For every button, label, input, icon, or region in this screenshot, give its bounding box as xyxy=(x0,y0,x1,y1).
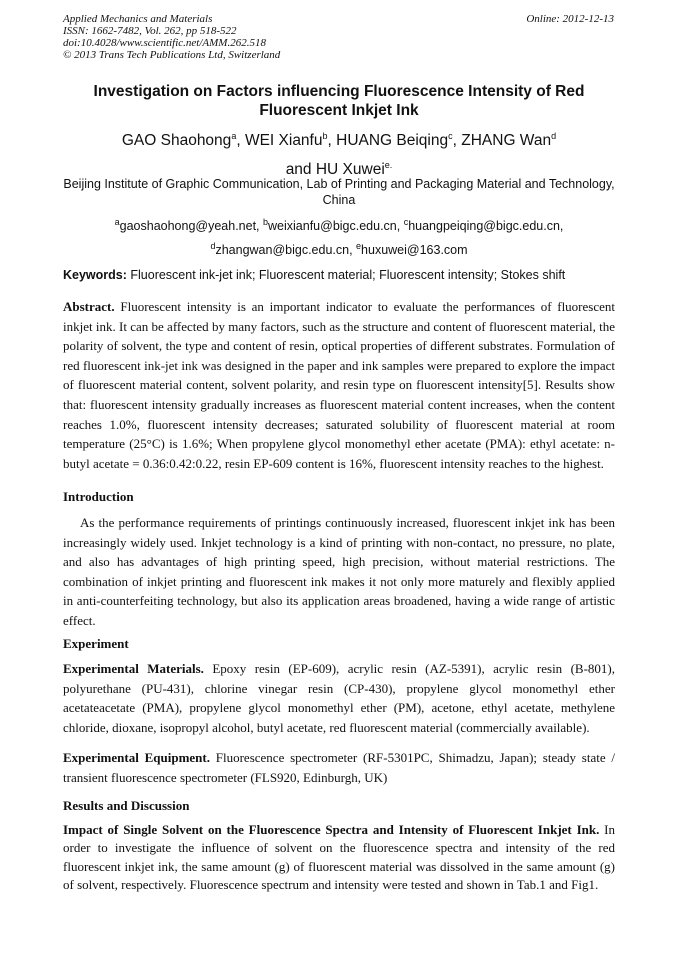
doi: doi:10.4028/www.scientific.net/AMM.262.518 xyxy=(63,37,266,49)
copyright: © 2013 Trans Tech Publications Ltd, Switzerland xyxy=(63,49,281,61)
keywords-label: Keywords: xyxy=(63,268,127,282)
sep: , xyxy=(236,132,245,150)
experimental-equipment xyxy=(63,748,615,787)
email[interactable]: huangpeiqing@bigc.edu.cn, xyxy=(408,219,564,234)
sep: , xyxy=(327,132,337,150)
email[interactable]: gaoshaohong@yeah.net, xyxy=(119,219,263,234)
email-mark: e xyxy=(356,241,362,252)
introduction-text: As the performance requirements of printings continuously increased, fluorescent inkjet ink has been increasingly widely used. Inkjet technology is a kind of printing with non-contact, no pressure, no plate, and also has advantages of high printing speed, high precision, without material restrictions. The combination of inkjet printing and fluorescent ink makes it not only more maturely and flexibly applied in anti-counterfeiting technology, but also its application areas broadened, having a wide range of artistic effect. xyxy=(63,515,615,628)
abstract-label: Abstract. xyxy=(63,299,115,314)
abstract-text: Fluorescent intensity is an important indicator to evaluate the performances of fluorescent inkjet ink. It can be affected by many factors, such as the structure and content of fluorescent material, the polarity of solvent, the type and content of resin, optical properties of different substrates. Formulation of red fluorescent ink-jet ink was designed in the paper and ink samples were prepared to explore the impact of fluorescent material content, solvent polarity, and resin type on fluorescent intensity[5]. Results show that: fluorescent intensity gradually increases as fluorescent material content increases, when the content reaches 1.0%, fluorescent intensity decreases; saturated solubility of fluorescent material at room temperature (25°C) is 1.6%; When propylene glycol monomethyl ether acetate (PMA): ethyl acetate: n-butyl acetate = 0.36:0.42:0.22, resin EP-609 content is 16%, fluorescent intensity reaches to the highest. xyxy=(63,299,615,471)
author: GAO Shaohong xyxy=(121,132,232,150)
experimental-materials xyxy=(63,659,615,737)
keywords xyxy=(63,268,615,282)
author: WEI Xianfu xyxy=(244,132,323,150)
journal-name: Applied Mechanics and Materials xyxy=(63,13,213,25)
journal-header xyxy=(63,13,280,61)
author-mark: d xyxy=(551,131,557,141)
results-body: In order to investigate the influence of solvent on the fluorescence spectra and intensity of the red fluorescent inkjet ink, the same amount (g) of fluorescent material was dissolved in the same amount (g) of solvent, respectively. Fluorescence spectrum and intensity were tested and shown in Tab.1 and Fig1. xyxy=(63,822,615,892)
results-heading: Results and Discussion xyxy=(63,798,190,813)
and: and xyxy=(285,161,316,179)
materials-text: Epoxy resin (EP-609), acrylic resin (AZ-5391), acrylic resin (B-801), polyurethane (PU-431), chlorine vinegar resin (CP-430), propylene glycol monomethyl ether acetateacetate (PMA), propylene glycol monomethyl ether (PM), acetone, ethyl acetate, methylene chloride, dioxane, isopropyl alcohol, butyl acetate, red fluorescent material (commercially available). xyxy=(63,661,616,735)
sep: , xyxy=(452,132,462,150)
authors xyxy=(63,124,615,182)
introduction-heading: Introduction xyxy=(63,489,134,504)
paper-title: Investigation on Factors influencing Fluorescence Intensity of Red Fluorescent Inkjet Ink xyxy=(93,83,585,119)
email[interactable]: huxuwei@163.com xyxy=(361,243,468,258)
author: ZHANG Wan xyxy=(461,132,552,150)
email-mark: a xyxy=(114,217,120,227)
equipment-label: Experimental Equipment. xyxy=(63,750,210,765)
author-mark: c xyxy=(448,131,453,141)
keywords-text: Fluorescent ink-jet ink; Fluorescent material; Fluorescent intensity; Stokes shift xyxy=(126,268,566,282)
author-mark: e. xyxy=(384,160,393,171)
experiment-heading: Experiment xyxy=(63,636,129,651)
email-mark: b xyxy=(263,217,269,227)
results-text xyxy=(63,821,615,894)
materials-label: Experimental Materials. xyxy=(63,661,204,676)
email-mark: d xyxy=(210,241,216,252)
author-mark: a xyxy=(231,131,237,141)
emails xyxy=(63,212,615,260)
email[interactable]: weixianfu@bigc.edu.cn, xyxy=(268,219,404,234)
author: HUANG Beiqing xyxy=(336,132,449,150)
email-mark: c xyxy=(403,217,409,227)
results-subheading: Impact of Single Solvent on the Fluorescence Spectra and Intensity of Fluorescent Inkjet Ink. xyxy=(63,822,600,837)
abstract xyxy=(63,297,615,473)
online-date: Online: 2012-12-13 xyxy=(526,13,614,25)
author-mark: b xyxy=(322,131,328,141)
author: HU Xuwei xyxy=(315,161,385,179)
affiliation: Beijing Institute of Graphic Communication, Lab of Printing and Packaging Material and Technology, China xyxy=(63,177,615,207)
equipment-text: Fluorescence spectrometer (RF-5301PC, Shimadzu, Japan); steady state / transient fluorescence spectrometer (FLS920, Edinburgh, UK) xyxy=(63,750,615,785)
email[interactable]: zhangwan@bigc.edu.cn, xyxy=(215,243,357,258)
issn: ISSN: 1662-7482, Vol. 262, pp 518-522 xyxy=(63,25,237,37)
